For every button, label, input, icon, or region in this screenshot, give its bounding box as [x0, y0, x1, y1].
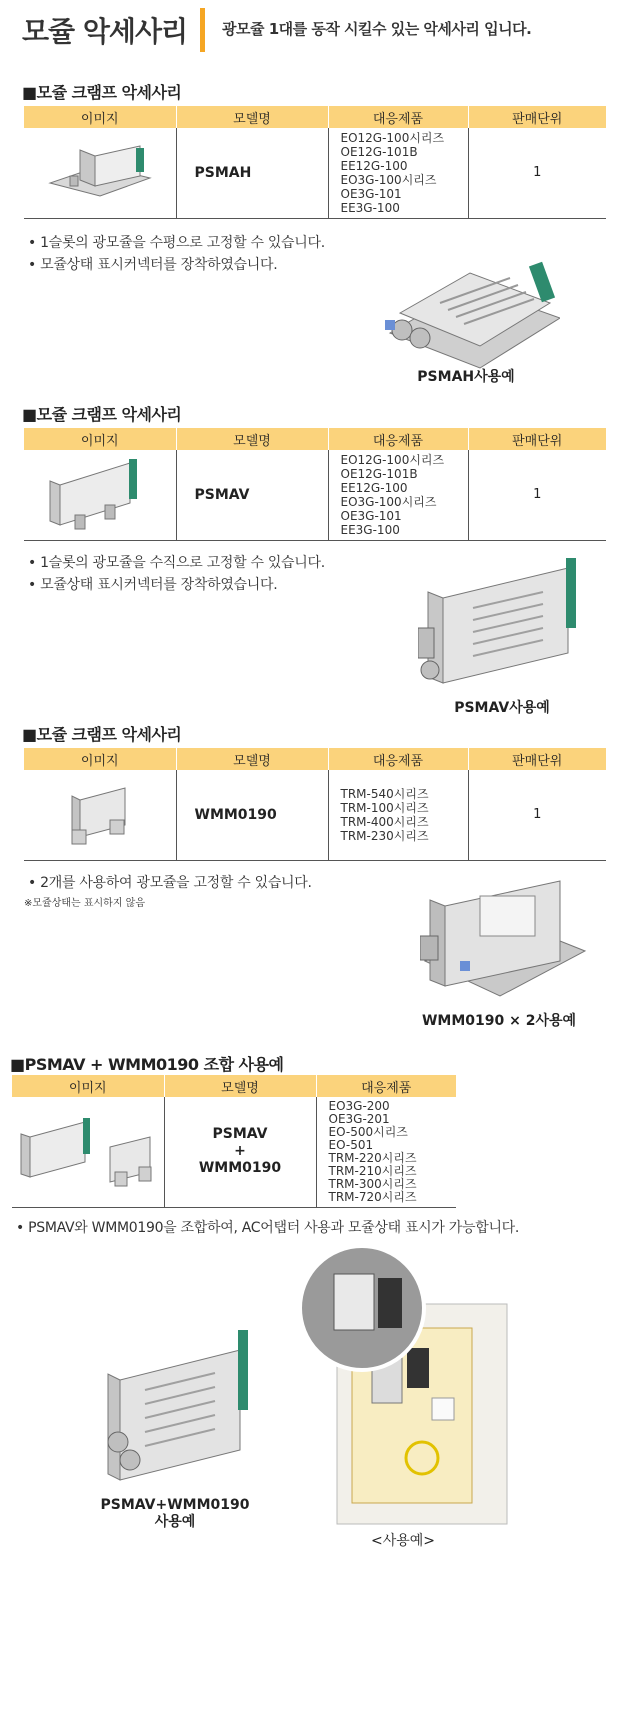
spec-table-wmm0190 — [24, 748, 606, 861]
bullet-text: • 모쥴상태 표시커넥터를 장착하였습니다. — [28, 577, 278, 593]
col-header-image: 이미지 — [24, 106, 176, 128]
table-header-row — [24, 428, 606, 450]
table-row — [24, 770, 606, 860]
col-header-unit: 판매단위 — [468, 428, 606, 450]
model-name: WMM0190 — [176, 770, 328, 860]
usage-image-combo-device — [100, 1330, 260, 1494]
usage-caption-combo: PSMAV+WMM0190 사용예 — [100, 1497, 250, 1530]
section-title-psmav: ■모쥴 크램프 악세사리 — [22, 405, 182, 424]
product-image-psmah — [24, 128, 176, 218]
section-title-psmah: ■모쥴 크램프 악세사리 — [22, 83, 182, 102]
spec-table-psmah — [24, 106, 606, 219]
page-subtitle: 광모쥴 1대를 동작 시킬수 있는 악세사리 입니다. — [222, 20, 532, 38]
col-header-products: 대응제품 — [328, 748, 468, 770]
table-header-row — [24, 106, 606, 128]
bullet-text: • 2개를 사용하여 광모쥴을 고정할 수 있습니다. — [28, 875, 312, 891]
page-header — [0, 0, 640, 62]
table-header-row — [24, 748, 606, 770]
table-header-row — [12, 1075, 456, 1097]
col-header-model: 모델명 — [176, 428, 328, 450]
note-text: ※모쥴상태는 표시하지 않음 — [24, 898, 145, 909]
usage-caption-psmav: PSMAV사용예 — [454, 700, 550, 716]
bullet-text: • 1슬롯의 광모쥴을 수직으로 고정할 수 있습니다. — [28, 555, 325, 571]
spec-table-psmav — [24, 428, 606, 541]
col-header-unit: 판매단위 — [468, 748, 606, 770]
sales-unit: 1 — [468, 770, 606, 860]
col-header-image: 이미지 — [24, 748, 176, 770]
table-row — [12, 1097, 456, 1207]
col-header-model: 모델명 — [164, 1075, 316, 1097]
spec-table-combo — [12, 1075, 456, 1208]
col-header-image: 이미지 — [24, 428, 176, 450]
compatible-products: EO12G-100시리즈 OE12G-101B EE12G-100 EO3G-100시리즈 OE3G-101 EE3G-100 — [328, 450, 468, 540]
product-image-wmm0190 — [24, 770, 176, 860]
compatible-products: EO3G-200 OE3G-201 EO-500시리즈 EO-501 TRM-220시리즈 TRM-210시리즈 TRM-300시리즈 TRM-720시리즈 — [316, 1097, 456, 1207]
section-title-wmm0190: ■모쥴 크램프 악세사리 — [22, 725, 182, 744]
usage-image-cabinet — [282, 1248, 508, 1532]
sales-unit: 1 — [468, 128, 606, 218]
model-name: PSMAV — [176, 450, 328, 540]
title-accent-bar — [200, 8, 205, 52]
product-image-combo — [12, 1097, 164, 1207]
col-header-products: 대응제품 — [328, 428, 468, 450]
page-title: 모쥴 악세사리 — [22, 15, 188, 48]
model-name-combo: PSMAV + WMM0190 — [164, 1097, 316, 1207]
col-header-products: 대응제품 — [316, 1075, 456, 1097]
col-header-model: 모델명 — [176, 748, 328, 770]
bullet-text: • 모쥴상태 표시커넥터를 장착하였습니다. — [28, 257, 278, 273]
product-image-psmav — [24, 450, 176, 540]
sales-unit: 1 — [468, 450, 606, 540]
bullet-text: • 1슬롯의 광모쥴을 수평으로 고정할 수 있습니다. — [28, 235, 325, 251]
usage-image-psmav — [418, 558, 588, 697]
compatible-products: EO12G-100시리즈 OE12G-101B EE12G-100 EO3G-100시리즈 OE3G-101 EE3G-100 — [328, 128, 468, 218]
compatible-products: TRM-540시리즈 TRM-100시리즈 TRM-400시리즈 TRM-230시리즈 — [328, 770, 468, 860]
col-header-products: 대응제품 — [328, 106, 468, 128]
model-name: PSMAH — [176, 128, 328, 218]
table-row — [24, 450, 606, 540]
usage-caption-psmah: PSMAH사용예 — [417, 369, 515, 385]
usage-image-wmm0190 — [420, 866, 590, 1010]
usage-caption-wmm0190: WMM0190 × 2사용예 — [421, 1013, 577, 1029]
section-title-combo: ■PSMAV + WMM0190 조합 사용예 — [10, 1055, 284, 1074]
bullet-text: • PSMAV와 WMM0190을 조합하여, AC어탭터 사용과 모쥴상태 표시가 가능합니다. — [16, 1220, 520, 1236]
col-header-image: 이미지 — [12, 1075, 164, 1097]
col-header-model: 모델명 — [176, 106, 328, 128]
table-row — [24, 128, 606, 218]
usage-caption-cabinet: <사용예> — [370, 1533, 436, 1549]
col-header-unit: 판매단위 — [468, 106, 606, 128]
